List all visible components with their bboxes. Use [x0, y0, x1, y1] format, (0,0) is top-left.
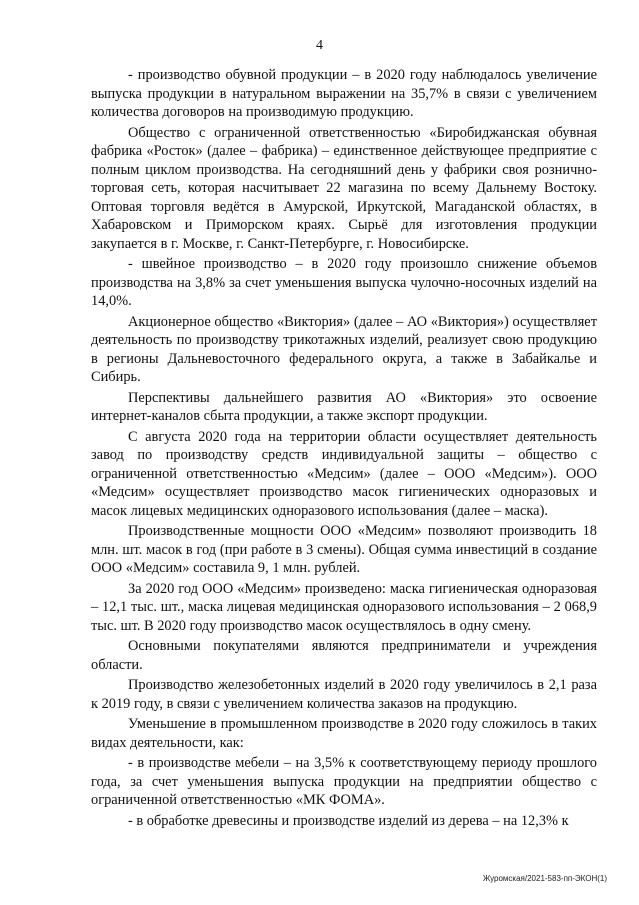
paragraph-sewing: - швейное производство – в 2020 году произошло снижение объемов производства на 3,8% за счет уменьшения выпуска чулочно-носочных изделий на 14,0%.: [91, 256, 597, 309]
paragraph-medsim-capacity: Производственные мощности ООО «Медсим» позволяют производить 18 млн. шт. масок в год (при работе в 3 смены). Общая сумма инвестиций в создание ООО «Медсим» составила 9, 1 млн. рублей.: [91, 523, 597, 576]
paragraph-victoria: Акционерное общество «Виктория» (далее – АО «Виктория») осуществляет деятельность по производству трикотажных изделий, реализует свою продукцию в регионы Дальневосточного федерального округа, а также в Забайкалье и Сибирь.: [91, 313, 597, 385]
paragraph-rostok-factory: Общество с ограниченной ответственностью «Биробиджанская обувная фабрика «Росток» (далее – фабрика) – единственное действующее предприятие с полным циклом производства. На сегодняшний день у фабрики своя рознично-торговая сеть, которая насчитывает 22 магазина по всему Дальнему Востоку. Оптовая торговля ведётся в Амурской, Иркутской, Магаданской областях, в Хабаровском и Приморском краях. Сырьё для изготовления продукции закупается в г. Москве, г. Санкт-Петербурге, г. Новосибирске.: [91, 124, 597, 252]
paragraph-footwear: - производство обувной продукции – в 2020 году наблюдалось увеличение выпуска продукции в натуральном выражении на 35,7% в связи с увеличением количества договоров на производимую продукцию.: [91, 67, 597, 120]
paragraph-wood: - в обработке древесины и производстве изделий из дерева – на 12,3% к: [128, 812, 569, 829]
paragraph-medsim-output: За 2020 год ООО «Медсим» произведено: маска гигиеническая одноразовая – 12,1 тыс. шт., маска лицевая медицинская одноразового использования – 2 068,9 тыс. шт. В 2020 году производство масок осуществлялось в одну смену.: [91, 580, 597, 634]
page-number: 4: [316, 38, 323, 53]
document-body: [91, 66, 597, 830]
paragraph-concrete: Производство железобетонных изделий в 2020 году увеличилось в 2,1 раза к 2019 году, в связи с увеличением количества заказов на продукцию.: [91, 677, 597, 712]
footer-document-code: Журомская/2021-583-пп-ЭКОН(1): [482, 874, 607, 883]
paragraph-medsim-plant: С августа 2020 года на территории области осуществляет деятельность завод по производству средств индивидуальной защиты – общество с ограниченной ответственностью «Медсим» (далее – ООО «Медсим»). ООО «Медсим» осуществляет производство масок гигиенических одноразовых и масок лицевых медицинских одноразового использования (далее – маска).: [91, 428, 597, 519]
paragraph-decrease-intro: Уменьшение в промышленном производстве в 2020 году сложилось в таких видах деятельности, как:: [91, 716, 597, 751]
paragraph-buyers: Основными покупателями являются предприниматели и учреждения области.: [91, 638, 597, 673]
paragraph-furniture: - в производстве мебели – на 3,5% к соответствующему периоду прошлого года, за счет уменьшения выпуска продукции на предприятии общество с ограниченной ответственностью «МК ФОМА».: [91, 755, 597, 808]
paragraph-victoria-prospects: Перспективы дальнейшего развития АО «Виктория» это освоение интернет-каналов сбыта продукции, а также экспорт продукции.: [91, 389, 597, 424]
